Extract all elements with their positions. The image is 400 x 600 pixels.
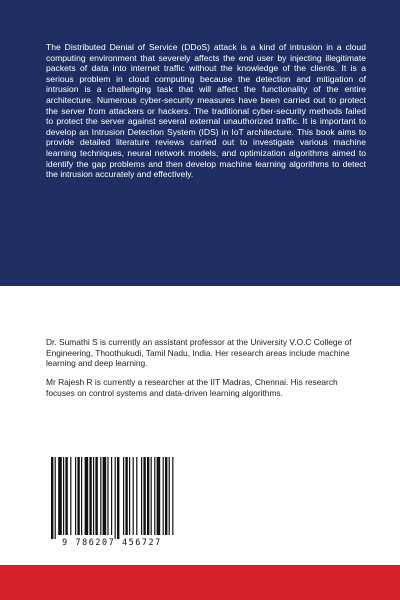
barcode-bar — [129, 457, 130, 535]
barcode-bar — [107, 457, 108, 535]
barcode-bar — [75, 457, 76, 535]
barcode-bar — [169, 457, 170, 535]
barcode-bar — [100, 457, 101, 535]
barcode-bar — [165, 457, 167, 535]
barcode-bars — [50, 457, 174, 539]
barcode-bar — [85, 457, 89, 535]
barcode-bar — [143, 457, 145, 535]
barcode-bar — [117, 457, 119, 539]
barcode-bar — [89, 457, 91, 535]
isbn-number: 9 786207 456727 — [62, 537, 162, 547]
barcode-bar — [172, 457, 173, 535]
barcode-bar — [163, 457, 164, 535]
barcode-bar — [77, 457, 79, 535]
barcode-bar — [111, 457, 112, 535]
author-bio-rajesh: Mr Rajesh R is currently a researcher at the IIT Madras, Chennai. His research focuses on control systems and data-driven learning algorithms. — [46, 377, 338, 398]
barcode-bar — [70, 457, 71, 535]
barcode-bar — [154, 457, 155, 535]
barcode-bar — [81, 457, 82, 535]
barcode-bar — [136, 457, 137, 535]
barcode-bar — [147, 457, 149, 535]
barcode-bar — [151, 457, 152, 535]
barcode-bar — [141, 457, 142, 535]
barcode-bar — [157, 457, 161, 535]
barcode-bar — [125, 457, 127, 535]
barcode-bar — [55, 457, 56, 539]
barcode-bar — [63, 457, 64, 535]
barcode-bar — [133, 457, 134, 535]
cover-bottom-band — [0, 565, 400, 600]
cover-top-panel — [0, 0, 400, 286]
barcode-bar — [93, 457, 94, 535]
barcode-bar — [51, 457, 53, 539]
barcode-bar — [103, 457, 107, 535]
author-bio-sumathi: Dr. Sumathi S is currently an assistant professor at the University V.O.C College of Engineering, Thoothukudi, Tamil Nadu, India. Her research areas include machine learning and deep learning. — [46, 337, 352, 369]
author-bios — [46, 337, 366, 407]
barcode-bar — [115, 457, 116, 539]
barcode-bar — [65, 457, 67, 535]
book-blurb: The Distributed Denial of Service (DDoS) attack is a kind of intrusion in a cloud computing environment that severely affects the end user by injecting illegitimate packets of data into internet traffic without the knowledge of the clients. It is a serious problem in cloud computing because the detection and mitigation of intrusion is a challenging task that will affect the functionality of the entire architecture. Numerous cyber-security measures have been carried out to protect the server from attackers or hackers. The traditional cyber-security methods failed to protect the server against several external unauthorized traffic. It is important to develop an Intrusion Detection System (IDS) in IoT architecture. This book aims to provide detailed literature reviews carried out to investigate various machine learning techniques, neural network models, and optimization algorithms aimed to identify the gap problems and then develop machine learning algorithms to detect the intrusion accurately and effectively. — [46, 42, 366, 180]
barcode-bar — [123, 457, 124, 535]
isbn-barcode — [44, 453, 180, 551]
barcode-bar — [95, 457, 97, 535]
barcode-bar — [58, 457, 62, 535]
